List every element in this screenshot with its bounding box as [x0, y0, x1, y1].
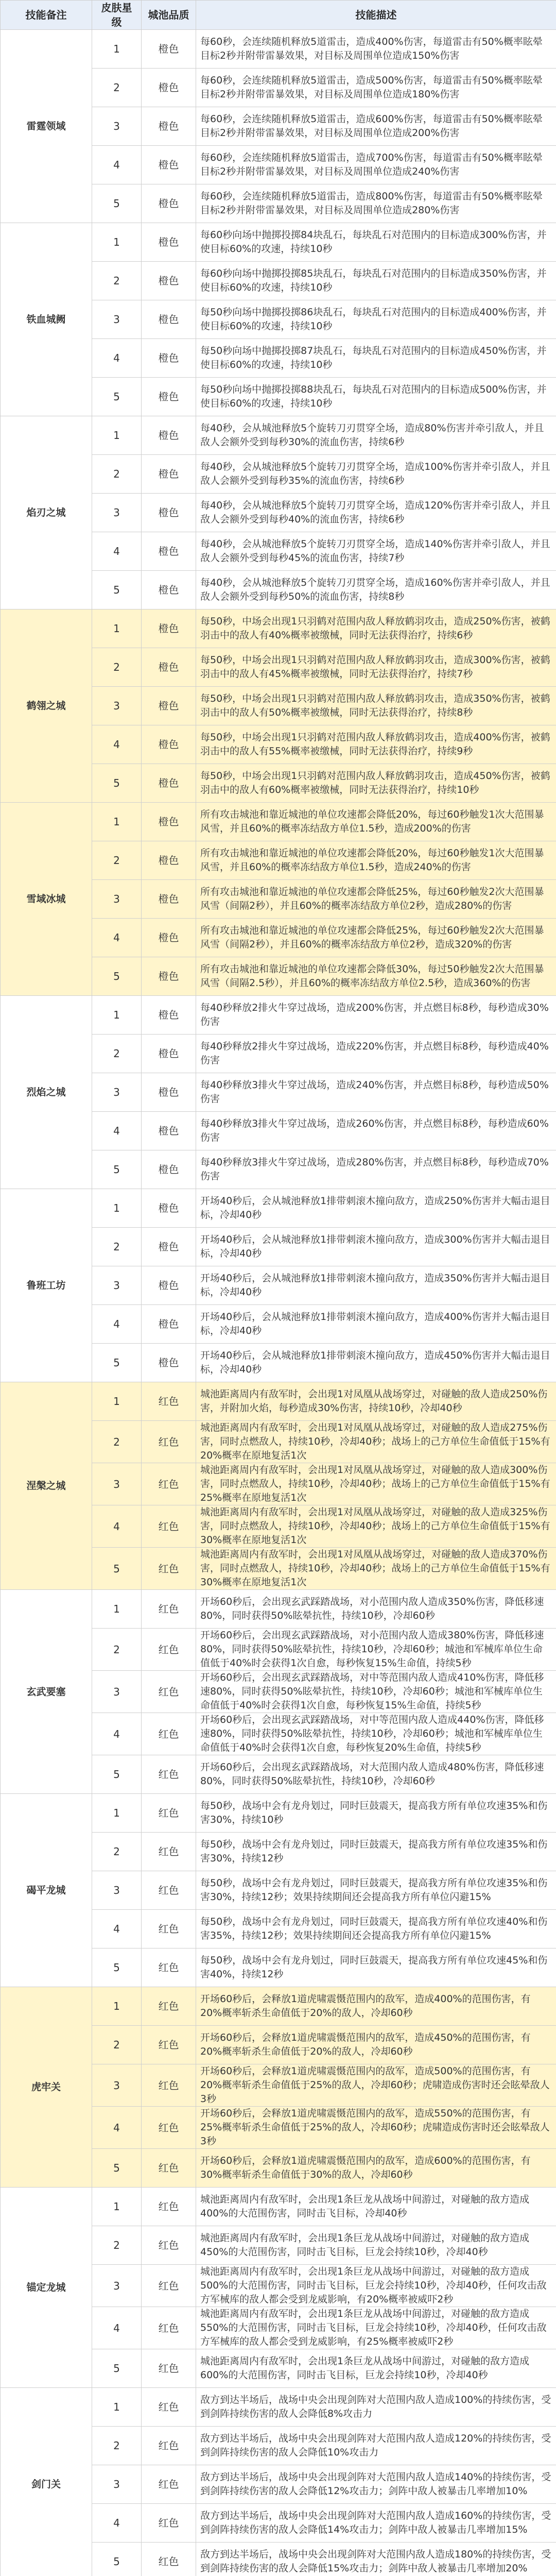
star-cell: 4 [92, 1112, 142, 1150]
star-cell: 2 [92, 1833, 142, 1871]
description-cell: 开场60秒后，会释放1道虎啸震慑范围内的敌军，造成400%的范围伤害，有20%概率斩杀生命值低于20%的敌人，冷却60秒 [196, 1987, 556, 2026]
description-cell: 所有攻击城池和靠近城池的单位攻速都会降低20%，每过60秒触发1次大范围暴风雪，并且60%的概率冻结敌方单位1.5秒，造成240%的伤害 [196, 841, 556, 880]
star-cell: 4 [92, 725, 142, 764]
description-cell: 每50秒，战场中会有龙舟划过，同时巨鼓震天，提高我方所有单位攻速35%和伤害30%，持续10秒 [196, 1794, 556, 1833]
table-row [1, 996, 556, 1035]
header-city-quality: 城池品质 [142, 1, 196, 30]
skin-name-cell: 玄武要塞 [1, 1590, 92, 1794]
description-cell: 每60秒向场中抛掷投掷85块乱石，每块乱石对范围内的目标造成350%伤害，并使目标60%的攻速，持续10秒 [196, 262, 556, 300]
star-cell: 1 [92, 416, 142, 455]
skin-name-cell: 烈焰之城 [1, 996, 92, 1189]
description-cell: 城池距离周内有敌军时，会出现1对凤凰从战场穿过，对碰触的敌人造成370%伤害，同时点燃敌人，持续10秒，冷却40秒；战场上的己方单位生命值低于15%有30%概率在原地复活1次 [196, 1548, 556, 1590]
description-cell: 每50秒，中场会出现1只羽鹤对范围内敌人释放鹤羽攻击，造成250%伤害，被鹤羽击中的敌人有40%概率被缴械，同时无法获得治疗，持续6秒 [196, 609, 556, 648]
description-cell: 每60秒，会连续随机释放5道雷击，造成600%伤害，每道雷击有50%概率眩晕目标2秒并附带雷暴效果，对目标及周围单位造成200%伤害 [196, 107, 556, 146]
description-cell: 每50秒，中场会出现1只羽鹤对范围内敌人释放鹤羽攻击，造成450%伤害，被鹤羽击中的敌人有60%概率被缴械，同时无法获得治疗，持续10秒 [196, 764, 556, 803]
star-cell: 4 [92, 2107, 142, 2149]
star-cell: 5 [92, 1948, 142, 1987]
description-cell: 开场40秒后，会从城池释放1排带刺滚木撞向敌方，造成400%伤害并大幅击退目标，冷却40秒 [196, 1305, 556, 1344]
table-row [1, 1590, 556, 1629]
star-cell: 3 [92, 687, 142, 725]
description-cell: 每60秒，会连续随机释放5道雷击，造成400%伤害，每道雷击有50%概率眩晕目标2秒并附带雷暴效果，对目标及周围单位造成150%伤害 [196, 30, 556, 69]
quality-cell: 红色 [142, 1794, 196, 1833]
skin-name-cell: 剑门关 [1, 2388, 92, 2576]
quality-cell: 红色 [142, 1910, 196, 1948]
table-row [1, 2388, 556, 2427]
star-cell: 4 [92, 1713, 142, 1755]
quality-cell: 红色 [142, 1671, 196, 1713]
description-cell: 城池距离周内有敌军时，会出现1对凤凰从战场穿过，对碰触的敌人造成325%伤害，同时点燃敌人，持续10秒，冷却40秒；战场上的己方单位生命值低于15%有30%概率在原地复活1次 [196, 1505, 556, 1548]
table-row [1, 1794, 556, 1833]
description-cell: 开场60秒后，会释放1道虎啸震慑范围内的敌军，造成500%的范围伤害，有20%概率斩杀生命值低于25%的敌人，冷却60秒；虎啸造成伤害时还会眩晕敌人3秒 [196, 2064, 556, 2107]
quality-cell: 橙色 [142, 919, 196, 957]
star-cell: 2 [92, 455, 142, 494]
table-row [1, 1987, 556, 2026]
description-cell: 每50秒，战场中会有龙舟划过，同时巨鼓震天，提高我方所有单位攻速35%和伤害30%，持续12秒；效果持续期间还会提高我方所有单位闪避15% [196, 1871, 556, 1910]
skin-name-cell: 鹤翎之城 [1, 609, 92, 803]
star-cell: 3 [92, 107, 142, 146]
description-cell: 每40秒释放3排火牛穿过战场，造成280%伤害，并点燃目标8秒，每秒造成70%伤害 [196, 1150, 556, 1189]
description-cell: 开场60秒后，会出现玄武踩踏战场，对中等范围内敌人造成440%伤害，降低移速80%，同时获得50%眩晕抗性，持续10秒，冷却60秒；城池和军械库单位生命值低于40%时会获得1次自愈，每秒恢复20%生命值，持续5秒 [196, 1713, 556, 1755]
description-cell: 城池距离周内有敌军时，会出现1对凤凰从战场穿过，对碰触的敌人造成300%伤害，同时点燃敌人，持续10秒，冷却40秒；战场上的己方单位生命值低于15%有25%概率在原地复活1次 [196, 1463, 556, 1505]
star-cell: 3 [92, 494, 142, 532]
star-cell: 1 [92, 996, 142, 1035]
quality-cell: 橙色 [142, 880, 196, 919]
quality-cell: 橙色 [142, 648, 196, 687]
quality-cell: 红色 [142, 2543, 196, 2576]
table-row [1, 2188, 556, 2226]
quality-cell: 红色 [142, 2427, 196, 2465]
star-cell: 1 [92, 30, 142, 69]
description-cell: 城池距离周内有敌军时，会出现1条巨龙从战场中间游过，对碰触的敌方造成600%的大范围伤害，同时击飞目标，巨龙会持续10秒，冷却40秒 [196, 2349, 556, 2388]
quality-cell: 红色 [142, 1382, 196, 1421]
description-cell: 开场40秒后，会从城池释放1排带刺滚木撞向敌方，造成300%伤害并大幅击退目标，冷却40秒 [196, 1228, 556, 1266]
quality-cell: 红色 [142, 2107, 196, 2149]
quality-cell: 红色 [142, 1421, 196, 1463]
star-cell: 1 [92, 2388, 142, 2427]
quality-cell: 红色 [142, 1713, 196, 1755]
star-cell: 5 [92, 2543, 142, 2576]
quality-cell: 橙色 [142, 1112, 196, 1150]
description-cell: 每50秒，战场中会有龙舟划过，同时巨鼓震天，提高我方所有单位攻速35%和伤害30%，持续12秒 [196, 1833, 556, 1871]
quality-cell: 橙色 [142, 455, 196, 494]
star-cell: 5 [92, 184, 142, 223]
quality-cell: 红色 [142, 2064, 196, 2107]
quality-cell: 橙色 [142, 69, 196, 107]
quality-cell: 红色 [142, 1987, 196, 2026]
quality-cell: 橙色 [142, 416, 196, 455]
description-cell: 城池距离周内有敌军时，会出现1对凤凰从战场穿过，对碰触的敌人造成275%伤害，同时点燃敌人，持续10秒，冷却40秒；战场上的己方单位生命值低于15%有20%概率在原地复活1次 [196, 1421, 556, 1463]
description-cell: 开场40秒后，会从城池释放1排带刺滚木撞向敌方，造成450%伤害并大幅击退目标，冷却40秒 [196, 1344, 556, 1382]
description-cell: 敌方到达半场后，战场中央会出现剑阵对大范围内敌人造成140%的持续伤害，受到剑阵持续伤害的敌人会降低12%攻击力；剑阵中敌人被暴击几率增加10% [196, 2465, 556, 2504]
description-cell: 每40秒释放3排火牛穿过战场，造成240%伤害，并点燃目标8秒，每秒造成50%伤害 [196, 1073, 556, 1112]
star-cell: 1 [92, 223, 142, 262]
description-cell: 每40秒，会从城池释放5个旋转刀刃贯穿全场，造成80%伤害并牵引敌人，并且敌人会额外受到每秒30%的流血伤害，持续6秒 [196, 416, 556, 455]
description-cell: 每50秒，战场中会有龙舟划过，同时巨鼓震天，提高我方所有单位攻速40%和伤害35%，持续12秒；效果持续期间还会提高我方所有单位闪避15% [196, 1910, 556, 1948]
description-cell: 城池距离周内有敌军时，会出现1条巨龙从战场中间游过，对碰触的敌方造成550%的大范围伤害，同时击飞目标，巨龙会持续10秒，冷却40秒，任何攻击敌方军械库的敌人都会受到龙威影响，有25%概率被威吓2秒 [196, 2307, 556, 2349]
skin-name-cell: 鲁班工坊 [1, 1189, 92, 1382]
quality-cell: 橙色 [142, 725, 196, 764]
description-cell: 开场40秒后，会从城池释放1排带刺滚木撞向敌方，造成350%伤害并大幅击退目标，冷却40秒 [196, 1266, 556, 1305]
header-skill-description: 技能描述 [196, 1, 556, 30]
star-cell: 1 [92, 1987, 142, 2026]
quality-cell: 橙色 [142, 1266, 196, 1305]
description-cell: 每50秒，中场会出现1只羽鹤对范围内敌人释放鹤羽攻击，造成350%伤害，被鹤羽击中的敌人有50%概率被缴械，同时无法获得治疗，持续8秒 [196, 687, 556, 725]
quality-cell: 橙色 [142, 494, 196, 532]
quality-cell: 橙色 [142, 146, 196, 184]
description-cell: 每50秒向场中抛掷投掷86块乱石，每块乱石对范围内的目标造成400%伤害，并使目标60%的攻速，持续10秒 [196, 300, 556, 339]
description-cell: 城池距离周内有敌军时，会出现1条巨龙从战场中间游过，对碰触的敌方造成400%的大范围伤害，同时击飞目标，冷却40秒 [196, 2188, 556, 2226]
table-row [1, 803, 556, 841]
description-cell: 开场60秒后，会出现玄武踩踏战场，对中等范围内敌人造成410%伤害，降低移速80%，同时获得50%眩晕抗性，持续10秒，冷却60秒；城池和军械库单位生命值低于40%时会获得1次自愈，每秒恢复15%生命值，持续5秒 [196, 1671, 556, 1713]
description-cell: 敌方到达半场后，战场中央会出现剑阵对大范围内敌人造成180%的持续伤害，受到剑阵持续伤害的敌人会降低15%攻击力；剑阵中敌人被暴击几率增加20% [196, 2543, 556, 2576]
quality-cell: 红色 [142, 1948, 196, 1987]
quality-cell: 橙色 [142, 107, 196, 146]
description-cell: 每50秒，战场中会有龙舟划过，同时巨鼓震天，提高我方所有单位攻速45%和伤害40%，持续12秒 [196, 1948, 556, 1987]
star-cell: 4 [92, 919, 142, 957]
quality-cell: 橙色 [142, 378, 196, 416]
description-cell: 每50秒，中场会出现1只羽鹤对范围内敌人释放鹤羽攻击，造成400%伤害，被鹤羽击中的敌人有55%概率被缴械，同时无法获得治疗，持续9秒 [196, 725, 556, 764]
quality-cell: 红色 [142, 2265, 196, 2307]
star-cell: 1 [92, 2188, 142, 2226]
quality-cell: 橙色 [142, 1228, 196, 1266]
quality-cell: 红色 [142, 1629, 196, 1671]
description-cell: 城池距离周内有敌军时，会出现1条巨龙从战场中间游过，对碰触的敌方造成500%的大范围伤害，同时击飞目标，巨龙会持续10秒，冷却40秒，任何攻击敌方军械库的敌人都会受到龙威影响，有20%概率被威吓2秒 [196, 2265, 556, 2307]
quality-cell: 橙色 [142, 262, 196, 300]
quality-cell: 橙色 [142, 184, 196, 223]
skin-name-cell: 雷霆领域 [1, 30, 92, 223]
header-skin-star: 皮肤星级 [92, 1, 142, 30]
star-cell: 1 [92, 1189, 142, 1228]
skin-name-cell: 焰刃之城 [1, 416, 92, 609]
star-cell: 5 [92, 1755, 142, 1794]
skin-name-cell: 锚定龙城 [1, 2188, 92, 2388]
star-cell: 4 [92, 146, 142, 184]
quality-cell: 橙色 [142, 841, 196, 880]
header-row [1, 1, 556, 30]
description-cell: 每50秒向场中抛掷投掷88块乱石，每块乱石对范围内的目标造成500%伤害，并使目标60%的攻速，持续10秒 [196, 378, 556, 416]
quality-cell: 红色 [142, 1590, 196, 1629]
skin-name-cell: 碣平龙城 [1, 1794, 92, 1987]
quality-cell: 橙色 [142, 1073, 196, 1112]
star-cell: 4 [92, 2504, 142, 2543]
quality-cell: 红色 [142, 2188, 196, 2226]
description-cell: 所有攻击城池和靠近城池的单位攻速都会降低25%，每过60秒触发2次大范围暴风雪（间隔2秒），并且60%的概率冻结敌方单位2秒，造成320%的伤害 [196, 919, 556, 957]
quality-cell: 红色 [142, 1755, 196, 1794]
quality-cell: 红色 [142, 2307, 196, 2349]
star-cell: 4 [92, 339, 142, 378]
quality-cell: 橙色 [142, 764, 196, 803]
table-row [1, 416, 556, 455]
quality-cell: 红色 [142, 2504, 196, 2543]
star-cell: 2 [92, 1035, 142, 1073]
description-cell: 开场60秒后，会出现玄武踩踏战场，对小范围内敌人造成350%伤害，降低移速80%，同时获得50%眩晕抗性，持续10秒，冷却60秒 [196, 1590, 556, 1629]
description-cell: 所有攻击城池和靠近城池的单位攻速都会降低25%，每过60秒触发2次大范围暴风雪（间隔2秒），并且60%的概率冻结敌方单位2秒，造成280%的伤害 [196, 880, 556, 919]
star-cell: 3 [92, 1871, 142, 1910]
star-cell: 3 [92, 2265, 142, 2307]
star-cell: 2 [92, 1228, 142, 1266]
star-cell: 3 [92, 1463, 142, 1505]
star-cell: 2 [92, 1421, 142, 1463]
description-cell: 每60秒，会连续随机释放5道雷击，造成500%伤害，每道雷击有50%概率眩晕目标2秒并附带雷暴效果，对目标及周围单位造成180%伤害 [196, 69, 556, 107]
description-cell: 开场60秒后，会释放1道虎啸震慑范围内的敌军，造成450%的范围伤害，有20%概率斩杀生命值低于20%的敌人，冷却60秒 [196, 2026, 556, 2064]
quality-cell: 红色 [142, 1463, 196, 1505]
quality-cell: 橙色 [142, 803, 196, 841]
table-row [1, 1382, 556, 1421]
star-cell: 4 [92, 1305, 142, 1344]
star-cell: 5 [92, 957, 142, 996]
description-cell: 所有攻击城池和靠近城池的单位攻速都会降低30%，每过50秒触发2次大范围暴风雪（间隔2.5秒），并且60%的概率冻结敌方单位2.5秒，造成360%的伤害 [196, 957, 556, 996]
star-cell: 2 [92, 2026, 142, 2064]
quality-cell: 橙色 [142, 1189, 196, 1228]
quality-cell: 红色 [142, 2226, 196, 2265]
description-cell: 每40秒释放2排火牛穿过战场，造成200%伤害，并点燃目标8秒，每秒造成30%伤害 [196, 996, 556, 1035]
star-cell: 5 [92, 571, 142, 609]
star-cell: 4 [92, 2307, 142, 2349]
star-cell: 1 [92, 803, 142, 841]
quality-cell: 红色 [142, 2349, 196, 2388]
description-cell: 每40秒释放2排火牛穿过战场，造成220%伤害，并点燃目标8秒，每秒造成40%伤害 [196, 1035, 556, 1073]
star-cell: 5 [92, 1150, 142, 1189]
description-cell: 城池距离周内有敌军时，会出现1条巨龙从战场中间游过，对碰触的敌方造成450%的大范围伤害，同时击飞目标，巨龙会持续10秒，冷却40秒 [196, 2226, 556, 2265]
star-cell: 3 [92, 1073, 142, 1112]
quality-cell: 橙色 [142, 532, 196, 571]
description-cell: 敌方到达半场后，战场中央会出现剑阵对大范围内敌人造成160%的持续伤害，受到剑阵持续伤害的敌人会降低14%攻击力；剑阵中敌人被暴击几率增加15% [196, 2504, 556, 2543]
star-cell: 3 [92, 880, 142, 919]
description-cell: 开场60秒后，会出现玄武踩踏战场，对大范围内敌人造成480%伤害，降低移速80%，同时获得50%眩晕抗性，持续10秒，冷却60秒 [196, 1755, 556, 1794]
star-cell: 3 [92, 1671, 142, 1713]
star-cell: 2 [92, 69, 142, 107]
star-cell: 3 [92, 2064, 142, 2107]
star-cell: 2 [92, 648, 142, 687]
quality-cell: 红色 [142, 2026, 196, 2064]
quality-cell: 红色 [142, 1505, 196, 1548]
star-cell: 5 [92, 2349, 142, 2388]
description-cell: 每40秒，会从城池释放5个旋转刀刃贯穿全场，造成160%伤害并牵引敌人，并且敌人会额外受到每秒50%的流血伤害，持续8秒 [196, 571, 556, 609]
description-cell: 每40秒，会从城池释放5个旋转刀刃贯穿全场，造成120%伤害并牵引敌人，并且敌人会额外受到每秒40%的流血伤害，持续6秒 [196, 494, 556, 532]
skin-name-cell: 铁血城阙 [1, 223, 92, 416]
star-cell: 1 [92, 609, 142, 648]
description-cell: 每60秒向场中抛掷投掷84块乱石，每块乱石对范围内的目标造成300%伤害，并使目标60%的攻速，持续10秒 [196, 223, 556, 262]
quality-cell: 红色 [142, 1833, 196, 1871]
quality-cell: 红色 [142, 2465, 196, 2504]
description-cell: 每60秒，会连续随机释放5道雷击，造成800%伤害，每道雷击有50%概率眩晕目标2秒并附带雷暴效果，对目标及周围单位造成280%伤害 [196, 184, 556, 223]
star-cell: 2 [92, 2226, 142, 2265]
star-cell: 5 [92, 1548, 142, 1590]
description-cell: 敌方到达半场后，战场中央会出现剑阵对大范围内敌人造成100%的持续伤害，受到剑阵持续伤害的敌人会降低8%攻击力 [196, 2388, 556, 2427]
description-cell: 每40秒，会从城池释放5个旋转刀刃贯穿全场，造成100%伤害并牵引敌人，并且敌人会额外受到每秒35%的流血伤害，持续6秒 [196, 455, 556, 494]
description-cell: 每40秒释放3排火牛穿过战场，造成260%伤害，并点燃目标8秒，每秒造成60%伤害 [196, 1112, 556, 1150]
description-cell: 每60秒，会连续随机释放5道雷击，造成700%伤害，每道雷击有50%概率眩晕目标2秒并附带雷暴效果，对目标及周围单位造成240%伤害 [196, 146, 556, 184]
description-cell: 所有攻击城池和靠近城池的单位攻速都会降低20%，每过60秒触发1次大范围暴风雪，并且60%的概率冻结敌方单位1.5秒，造成200%的伤害 [196, 803, 556, 841]
quality-cell: 橙色 [142, 30, 196, 69]
star-cell: 3 [92, 2465, 142, 2504]
star-cell: 2 [92, 2427, 142, 2465]
table-row [1, 609, 556, 648]
table-row [1, 1189, 556, 1228]
quality-cell: 橙色 [142, 996, 196, 1035]
skill-table-body [1, 30, 556, 2576]
quality-cell: 橙色 [142, 223, 196, 262]
star-cell: 2 [92, 262, 142, 300]
quality-cell: 橙色 [142, 1305, 196, 1344]
quality-cell: 橙色 [142, 687, 196, 725]
quality-cell: 橙色 [142, 1344, 196, 1382]
header-skill-note: 技能备注 [1, 1, 92, 30]
skin-name-cell: 雪域冰城 [1, 803, 92, 996]
description-cell: 开场60秒后，会释放1道虎啸震慑范围内的敌军，造成600%的范围伤害，有30%概率斩杀生命值低于30%的敌人，冷却60秒 [196, 2149, 556, 2188]
quality-cell: 橙色 [142, 339, 196, 378]
star-cell: 4 [92, 1910, 142, 1948]
quality-cell: 橙色 [142, 300, 196, 339]
description-cell: 每40秒，会从城池释放5个旋转刀刃贯穿全场，造成140%伤害并牵引敌人，并且敌人会额外受到每秒45%的流血伤害，持续7秒 [196, 532, 556, 571]
quality-cell: 红色 [142, 1548, 196, 1590]
description-cell: 每50秒向场中抛掷投掷87块乱石，每块乱石对范围内的目标造成450%伤害，并使目标60%的攻速，持续10秒 [196, 339, 556, 378]
star-cell: 5 [92, 378, 142, 416]
quality-cell: 红色 [142, 2388, 196, 2427]
quality-cell: 橙色 [142, 1150, 196, 1189]
quality-cell: 红色 [142, 1871, 196, 1910]
star-cell: 3 [92, 1266, 142, 1305]
table-row [1, 223, 556, 262]
skin-name-cell: 涅槃之城 [1, 1382, 92, 1590]
quality-cell: 红色 [142, 2149, 196, 2188]
table-row [1, 30, 556, 69]
star-cell: 5 [92, 1344, 142, 1382]
description-cell: 城池距离周内有敌军时，会出现1对凤凰从战场穿过，对碰触的敌人造成250%伤害，并附加火焰，每秒造成30%伤害，持续10秒，冷却40秒 [196, 1382, 556, 1421]
description-cell: 开场60秒后，会释放1道虎啸震慑范围内的敌军，造成550%的范围伤害，有25%概率斩杀生命值低于25%的敌人，冷却60秒；虎啸造成伤害时还会眩晕敌人3秒 [196, 2107, 556, 2149]
star-cell: 5 [92, 764, 142, 803]
quality-cell: 橙色 [142, 957, 196, 996]
description-cell: 开场40秒后，会从城池释放1排带刺滚木撞向敌方，造成250%伤害并大幅击退目标，冷却40秒 [196, 1189, 556, 1228]
quality-cell: 橙色 [142, 571, 196, 609]
description-cell: 开场60秒后，会出现玄武踩踏战场，对小范围内敌人造成380%伤害，降低移速80%，同时获得50%眩晕抗性，持续10秒，冷却60秒；城池和军械库单位生命值低于40%时会获得1次自愈，每秒恢复15%生命值，持续5秒 [196, 1629, 556, 1671]
description-cell: 敌方到达半场后，战场中央会出现剑阵对大范围内敌人造成120%的持续伤害，受到剑阵持续伤害的敌人会降低10%攻击力 [196, 2427, 556, 2465]
star-cell: 2 [92, 841, 142, 880]
quality-cell: 橙色 [142, 1035, 196, 1073]
quality-cell: 橙色 [142, 609, 196, 648]
star-cell: 5 [92, 2149, 142, 2188]
star-cell: 1 [92, 1382, 142, 1421]
star-cell: 3 [92, 300, 142, 339]
star-cell: 4 [92, 532, 142, 571]
star-cell: 4 [92, 1505, 142, 1548]
star-cell: 1 [92, 1590, 142, 1629]
star-cell: 1 [92, 1794, 142, 1833]
description-cell: 每50秒，中场会出现1只羽鹤对范围内敌人释放鹤羽攻击，造成300%伤害，被鹤羽击中的敌人有45%概率被缴械，同时无法获得治疗，持续7秒 [196, 648, 556, 687]
skin-name-cell: 虎牢关 [1, 1987, 92, 2188]
star-cell: 2 [92, 1629, 142, 1671]
